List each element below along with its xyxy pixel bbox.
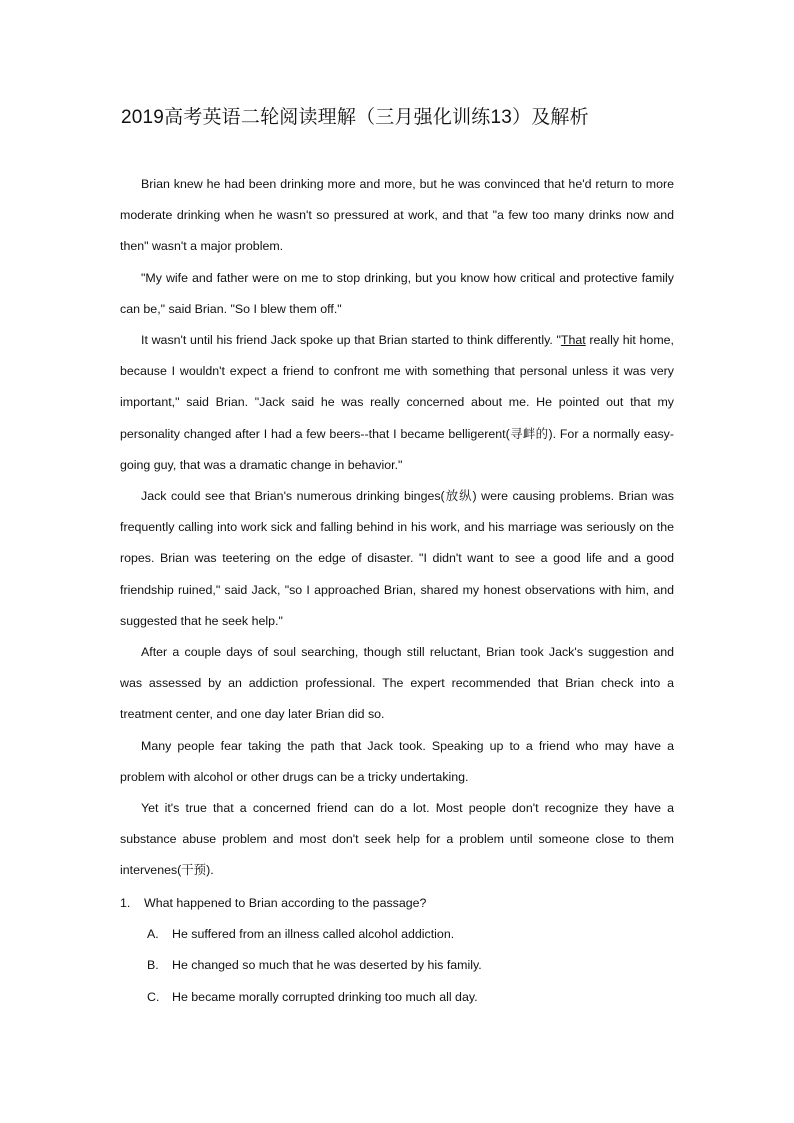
paragraph-text: really hit home, because I wouldn't expect a friend to confront me with something that personal unless it was very important," said Brian. "Jack said he was really concerned about me. He pointed out that my personality changed after I had a few beers--that I became belligerent(寻衅的). For a normally easy-going guy, that was a dramatic change in behavior."	[120, 333, 674, 472]
paragraph-text: Jack could see that Brian's numerous drinking binges(放纵) were causing problems. Brian was frequently calling into work sick and falling behind in his work, and his marriage was seriously on the ropes. Brian was teetering on the edge of disaster. "I didn't want to see a good life and a good friendship ruined," said Jack, "so I approached Brian, shared my honest observations with him, and suggested that he seek help."	[120, 489, 674, 628]
passage-paragraph	[120, 793, 674, 887]
passage-paragraph	[120, 325, 674, 481]
passage-paragraph	[120, 637, 674, 731]
paragraph-text: After a couple days of soul searching, though still reluctant, Brian took Jack's suggestion and was assessed by an addiction professional. The expert recommended that Brian check into a treatment center, and one day later Brian did so.	[120, 645, 674, 722]
paragraph-text: Many people fear taking the path that Jack took. Speaking up to a friend who may have a problem with alcohol or other drugs can be a tricky undertaking.	[120, 738, 674, 784]
passage-paragraph	[120, 263, 674, 325]
paragraph-text: It wasn't until his friend Jack spoke up that Brian started to think differently. "	[141, 333, 561, 348]
paragraph-text: "My wife and father were on me to stop drinking, but you know how critical and protective family can be," said Brian. "So I blew them off."	[120, 270, 674, 316]
question-line	[120, 888, 680, 919]
option-letter: A.	[147, 927, 159, 942]
question-text: What happened to Brian according to the passage?	[144, 896, 427, 910]
option-text: He changed so much that he was deserted by his family.	[172, 958, 482, 973]
question-block	[120, 888, 680, 1013]
option-letter: B.	[147, 958, 159, 973]
underlined-word: That	[560, 333, 586, 348]
option-letter: C.	[147, 989, 160, 1004]
paragraph-text: Brian knew he had been drinking more and more, but he was convinced that he'd return to more moderate drinking when he wasn't so pressured at work, and that "a few too many drinks now and then" wasn't a major problem.	[120, 177, 674, 254]
option-a	[120, 919, 680, 950]
passage-paragraph	[120, 481, 674, 637]
option-text: He suffered from an illness called alcohol addiction.	[172, 927, 455, 942]
option-b	[120, 950, 680, 981]
option-c	[120, 982, 680, 1013]
passage-body	[120, 169, 674, 887]
document-title: 2019高考英语二轮阅读理解（三月强化训练13）及解析	[121, 107, 589, 128]
passage-paragraph	[120, 169, 674, 263]
paragraph-text: Yet it's true that a concerned friend can do a lot. Most people don't recognize they have a substance abuse problem and most don't seek help for a problem until someone close to them intervenes(干预).	[120, 801, 674, 878]
question-number: 1.	[120, 896, 131, 910]
passage-paragraph	[120, 731, 674, 793]
option-text: He became morally corrupted drinking too much all day.	[172, 989, 478, 1004]
